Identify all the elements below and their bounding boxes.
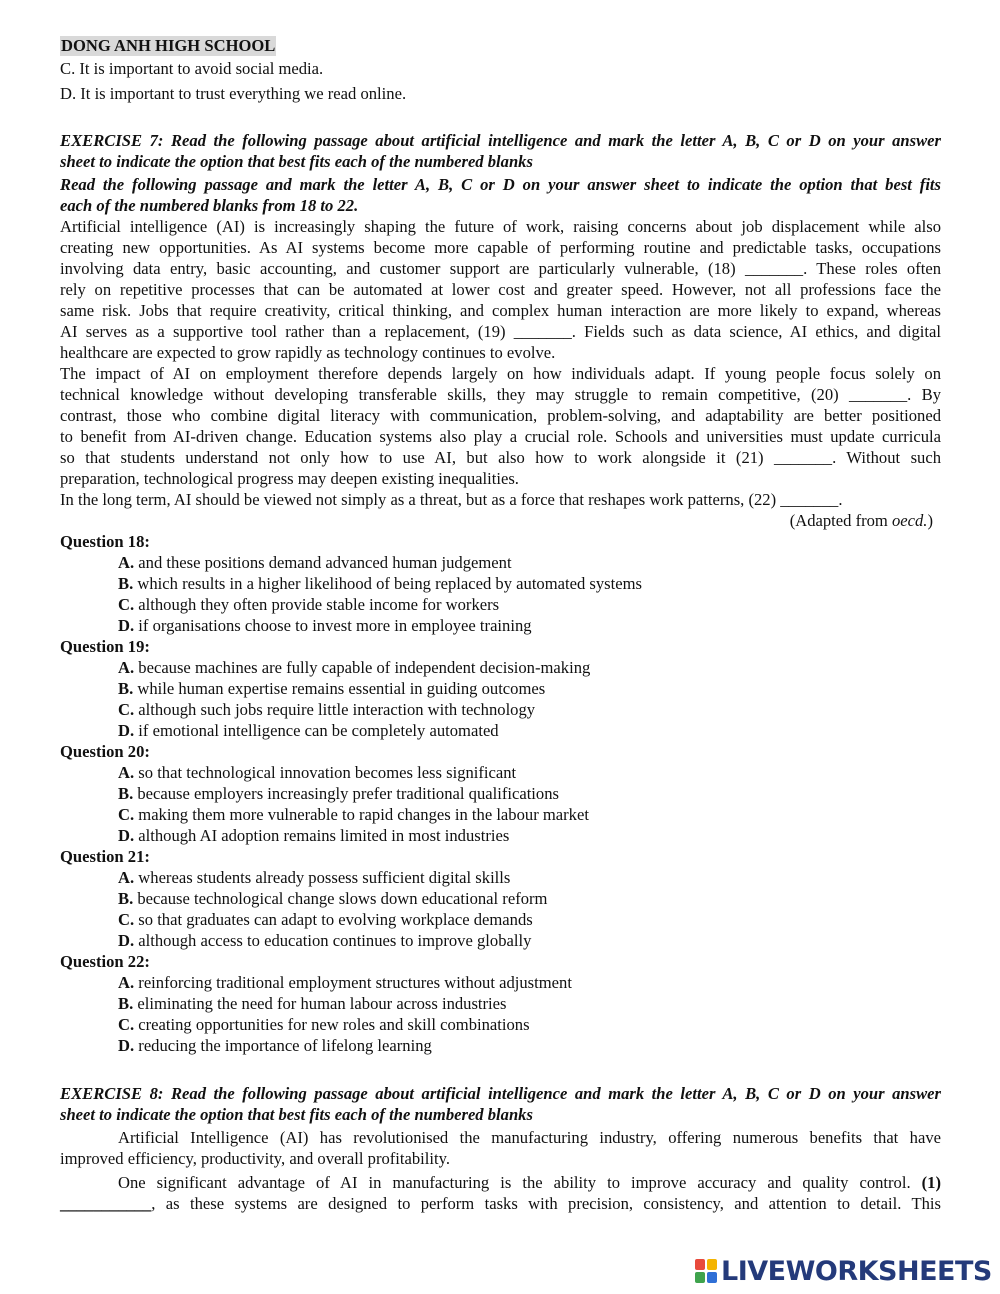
passage-line: technical knowledge without developing transferable skills, they may struggle to remain competitive, (20) _______. By	[60, 385, 941, 404]
answer-option[interactable]: C. although they often provide stable income for workers	[118, 595, 500, 614]
passage-line: creating new opportunities. As AI systems become more capable of performing routine and predictable tasks, occupations	[60, 238, 941, 257]
question-19	[60, 636, 941, 741]
passage-line: Artificial intelligence (AI) is increasingly shaping the future of work, raising concerns about job displacement while also	[60, 217, 941, 236]
exercise-7-title-line2: sheet to indicate the option that best fits each of the numbered blanks	[60, 152, 533, 171]
answer-option[interactable]: C. although such jobs require little interaction with technology	[118, 700, 536, 719]
passage-line: The impact of AI on employment therefore depends largely on how individuals adapt. If young people focus solely on	[60, 364, 941, 383]
answer-blank-1[interactable]: ___________	[60, 1194, 152, 1213]
liveworksheets-logo-icon	[695, 1259, 717, 1283]
passage-line: In the long term, AI should be viewed not simply as a threat, but as a force that reshapes work patterns, (22) _______.	[60, 490, 843, 509]
answer-option[interactable]: C. creating opportunities for new roles and skill combinations	[118, 1015, 530, 1034]
exercise-8-title-line1: EXERCISE 8: Read the following passage about artificial intelligence and mark the letter A, B, C or D on your answer	[60, 1084, 941, 1103]
answer-option[interactable]: A. reinforcing traditional employment structures without adjustment	[118, 973, 572, 992]
answer-option[interactable]: C. so that graduates can adapt to evolving workplace demands	[118, 910, 533, 929]
liveworksheets-logo	[695, 1255, 995, 1287]
exercise-7-passage	[60, 216, 941, 510]
question-20	[60, 741, 941, 846]
school-header: DONG ANH HIGH SCHOOL	[61, 36, 276, 55]
question-label: Question 19:	[60, 637, 150, 656]
question-label: Question 18:	[60, 532, 150, 551]
answer-option[interactable]: B. because employers increasingly prefer traditional qualifications	[118, 784, 559, 803]
answer-option[interactable]: B. eliminating the need for human labour across industries	[118, 994, 507, 1013]
answer-option[interactable]: B. because technological change slows down educational reform	[118, 889, 548, 908]
answer-option[interactable]: D. reducing the importance of lifelong learning	[118, 1036, 432, 1055]
question-21	[60, 846, 941, 951]
passage-line: rely on repetitive processes that can be automated at lower cost and greater speed. However, not all professions face the	[60, 280, 941, 299]
prev-option-d: D. It is important to trust everything we read online.	[60, 84, 407, 103]
exercise-7-title-line1: EXERCISE 7: Read the following passage about artificial intelligence and mark the letter A, B, C or D on your answer	[60, 131, 941, 150]
passage-line: to benefit from AI-driven change. Education systems also play a crucial role. Schools and universities must update curricula	[60, 427, 941, 446]
answer-option[interactable]: A. whereas students already possess sufficient digital skills	[118, 868, 511, 887]
answer-option[interactable]: D. although access to education continues to improve globally	[118, 931, 532, 950]
exercise-7-instruction-line2: each of the numbered blanks from 18 to 22.	[60, 196, 359, 215]
passage-line: contrast, those who combine digital literacy with communication, problem-solving, and adaptability are better positioned	[60, 406, 941, 425]
answer-option[interactable]: C. making them more vulnerable to rapid changes in the labour market	[118, 805, 589, 824]
passage-line: preparation, technological progress may deepen existing inequalities.	[60, 469, 519, 488]
worksheet-page	[60, 36, 941, 1214]
exercise-8-title-line2: sheet to indicate the option that best fits each of the numbered blanks	[60, 1105, 533, 1124]
exercise-7-instruction-line1: Read the following passage and mark the letter A, B, C or D on your answer sheet to indicate the option that best fits	[60, 175, 941, 194]
question-label: Question 21:	[60, 847, 150, 866]
passage-line: so that students understand not only how to use AI, but also how to work alongside it (21) _______. Without such	[60, 448, 941, 467]
question-label: Question 22:	[60, 952, 150, 971]
passage-line: AI serves as a supportive tool rather than a replacement, (19) _______. Fields such as data science, AI ethics, and digital	[60, 322, 941, 341]
passage-line: same risk. Jobs that require creativity, critical thinking, and complex human interaction are more likely to expand, whereas	[60, 301, 941, 320]
question-label: Question 20:	[60, 742, 150, 761]
prev-option-c: C. It is important to avoid social media.	[60, 59, 324, 78]
answer-option[interactable]: D. if organisations choose to invest more in employee training	[118, 616, 532, 635]
exercise-8-paragraph2-line1: One significant advantage of AI in manufacturing is the ability to improve accuracy and quality control. (1)	[118, 1173, 941, 1192]
passage-source: (Adapted from oecd.)	[789, 511, 933, 530]
liveworksheets-logo-text: LIVEWORKSHEETS	[721, 1255, 992, 1287]
question-18	[60, 531, 941, 636]
exercise-8-paragraph1-line1: Artificial Intelligence (AI) has revolutionised the manufacturing industry, offering numerous benefits that have	[118, 1128, 941, 1147]
question-22	[60, 951, 941, 1056]
answer-option[interactable]: A. because machines are fully capable of independent decision-making	[118, 658, 591, 677]
answer-option[interactable]: B. while human expertise remains essential in guiding outcomes	[118, 679, 546, 698]
passage-line: healthcare are expected to grow rapidly as technology continues to evolve.	[60, 343, 556, 362]
exercise-8-paragraph1-line2: improved efficiency, productivity, and overall profitability.	[60, 1149, 450, 1168]
exercise-8-paragraph2-line2: ___________, as these systems are designed to perform tasks with precision, consistency, and attention to detail. This	[60, 1194, 941, 1213]
passage-line: involving data entry, basic accounting, and customer support are particularly vulnerable, (18) _______. These roles often	[60, 259, 941, 278]
answer-option[interactable]: B. which results in a higher likelihood of being replaced by automated systems	[118, 574, 642, 593]
answer-option[interactable]: A. and these positions demand advanced human judgement	[118, 553, 512, 572]
answer-option[interactable]: D. if emotional intelligence can be completely automated	[118, 721, 499, 740]
answer-option[interactable]: D. although AI adoption remains limited in most industries	[118, 826, 510, 845]
answer-option[interactable]: A. so that technological innovation becomes less significant	[118, 763, 517, 782]
